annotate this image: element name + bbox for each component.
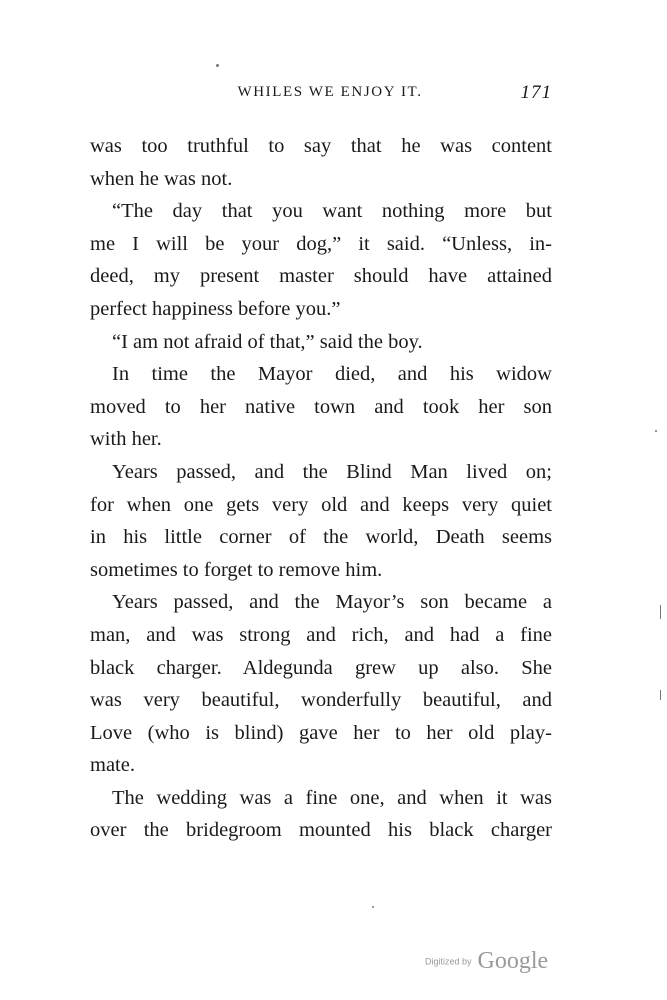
text-line: “I am not afraid of that,” said the boy. (112, 330, 423, 353)
text-line: mate. (90, 754, 135, 777)
ink-speck (216, 64, 219, 67)
text-line: for when one gets very old and keeps very quiet (90, 493, 552, 516)
text-line: sometimes to forget to remove him. (90, 558, 383, 581)
text-line: perfect happiness before you.” (90, 297, 341, 320)
running-head (90, 84, 552, 108)
text-line: was too truthful to say that he was content (90, 135, 552, 157)
body-text (90, 130, 552, 847)
ink-speck (655, 430, 657, 432)
ink-speck (660, 605, 661, 619)
text-line: Years passed, and the Mayor’s son became a (112, 591, 552, 614)
text-line: man, and was strong and rich, and had a fine (90, 623, 552, 646)
text-line: The wedding was a fine one, and when it was (112, 786, 552, 809)
ink-speck (372, 906, 374, 908)
text-line: “The day that you want nothing more but (112, 200, 552, 223)
text-line: when he was not. (90, 167, 233, 190)
digitizer-prefix: Digitized by (425, 956, 472, 967)
text-line: moved to her native town and took her son (90, 395, 552, 418)
running-title: WHILES WE ENJOY IT. (237, 84, 423, 100)
text-line: Years passed, and the Blind Man lived on; (112, 460, 552, 483)
text-line: in his little corner of the world, Death seems (90, 526, 552, 549)
page-number: 171 (520, 82, 552, 103)
text-line: In time the Mayor died, and his widow (112, 363, 552, 386)
text-line: with her. (90, 428, 162, 451)
text-line: was very beautiful, wonderfully beautiful, and (90, 689, 552, 712)
text-line: deed, my present master should have attained (90, 265, 552, 288)
text-line: me I will be your dog,” it said. “Unless, in- (90, 232, 552, 255)
text-line: over the bridegroom mounted his black charger (90, 819, 552, 842)
text-line: Love (who is blind) gave her to her old play- (90, 721, 552, 744)
digitizer-watermark (425, 948, 570, 978)
google-logo: Google (477, 948, 549, 974)
ink-speck (660, 690, 661, 700)
text-line: black charger. Aldegunda grew up also. She (90, 656, 552, 679)
